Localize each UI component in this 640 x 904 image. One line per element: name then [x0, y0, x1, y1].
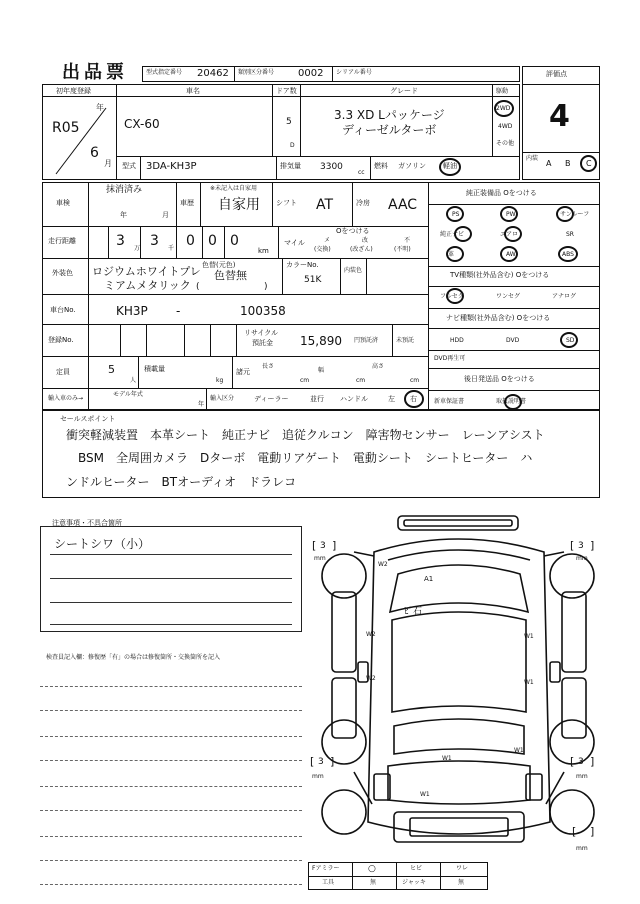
footer-tool-val: 無 — [370, 879, 377, 886]
color-change-label: 色替(元色) — [202, 261, 236, 269]
equip-sunroof: サンルーフ — [560, 211, 590, 218]
fuel-label: 燃料 — [374, 162, 388, 170]
inspect-value: 抹消済み — [106, 185, 143, 195]
footer-jack: ジャッキ — [402, 879, 426, 886]
equip-aw: AW — [506, 251, 516, 258]
shift-label: シフト — [276, 199, 297, 207]
shift-value: AT — [316, 197, 334, 213]
chassis-prefix: KH3P — [116, 304, 148, 318]
usage-label: 車歴 — [180, 199, 194, 207]
dims-hei: 高さ — [372, 363, 385, 370]
fuel-gas: ガソリン — [398, 162, 426, 170]
diag-chip: ﾋﾞ石 — [404, 607, 423, 617]
navi-sd: SD — [566, 337, 575, 344]
mileage-unit: km — [258, 247, 269, 255]
mileage-m1: メ — [324, 237, 331, 244]
dims-wid: 幅 — [318, 367, 325, 374]
navi-dvd: DVD — [506, 337, 520, 344]
import-dealer: ディーラー — [254, 395, 289, 403]
drive-other: その他 — [496, 140, 515, 147]
import-year: 年 — [198, 401, 205, 408]
dims-hei-cm: cm — [410, 377, 420, 384]
diag-w1-c: W1 — [514, 747, 524, 754]
mileage-mark-label: Oをつける — [336, 227, 370, 235]
mileage-m1b: (交換) — [314, 246, 331, 253]
sales-line1: 衝突軽減装置 本革シート 純正ナビ 追従クルコン 障害物センサー レーンアシスト — [66, 428, 545, 442]
score-value: 4 — [549, 99, 570, 134]
equip-ps-circle — [446, 206, 464, 222]
tire-rl-mm: mm — [312, 773, 324, 780]
navi-dvd-play: DVD再生可 — [434, 355, 466, 362]
sheet-title: 出品票 — [62, 62, 128, 83]
after-manual: 取扱説明書 — [496, 398, 527, 405]
ac-value: AAC — [388, 197, 418, 213]
diag-w2-a: W2 — [378, 561, 388, 568]
tire-spare-close: ] — [590, 825, 595, 838]
equip-aero-circle — [504, 226, 522, 242]
drive-4wd: 4WD — [498, 123, 513, 130]
mileage-d2: 3 — [150, 233, 159, 249]
capacity-unit: 人 — [130, 377, 137, 384]
form-no: 20462 — [197, 68, 229, 79]
doors-value: 5 — [286, 117, 292, 127]
import-class-label: 輸入区分 — [210, 395, 235, 402]
tire-fr-close: ] — [590, 539, 595, 552]
form-no-label: 型式指定番号 — [146, 69, 183, 76]
doors-label: ドア数 — [276, 87, 297, 95]
mileage-label: 走行距離 — [48, 237, 76, 245]
tv-fullseg-circle — [446, 288, 464, 304]
interior-b: B — [565, 159, 571, 168]
chassis-label: 車台No. — [50, 306, 76, 314]
recycle-label1: リサイクル — [244, 329, 279, 337]
drive-2wd-circle — [494, 100, 514, 117]
import-right-circle — [404, 390, 424, 408]
disp-unit: cc — [358, 169, 365, 176]
usage-value: 自家用 — [218, 197, 260, 213]
diag-a1: A1 — [424, 575, 434, 583]
mileage-u1: 万 — [134, 245, 141, 252]
interior-a: A — [546, 159, 552, 168]
color-change-value: 色替無 — [214, 269, 247, 282]
color-paren-close: ) — [264, 282, 268, 292]
notes-line1: シートシワ（小） — [54, 537, 151, 551]
load-kg: kg — [216, 377, 224, 384]
tire-rr-mm: mm — [576, 773, 588, 780]
import-left: 左 — [388, 395, 395, 403]
tv-analog: アナログ — [552, 293, 577, 300]
tire-rl-open: [ — [310, 755, 315, 768]
dims-wid-cm: cm — [356, 377, 366, 384]
grade-line1: 3.3 XD Lパッケージ — [334, 108, 445, 122]
reg-era: R05 — [52, 120, 80, 136]
tire-rr-close: ] — [590, 755, 595, 768]
equip-abs-circle — [558, 246, 578, 262]
color-code-label: カラーNo. — [286, 261, 319, 269]
color-line1: ロジウムホワイトプレ — [92, 265, 201, 278]
reg-month-suffix: 月 — [104, 159, 112, 168]
class-no-label: 類別区分番号 — [238, 69, 275, 76]
reg-month: 6 — [90, 145, 99, 161]
car-diagram — [314, 512, 604, 862]
color-paren-open: ( — [196, 282, 200, 292]
sales-line2: BSM 全周囲カメラ Dターボ 電動リアゲート 電動シート シートヒーター ハ — [78, 451, 533, 465]
tv-title: TV種類(社外品含む) Oをつける — [450, 271, 550, 279]
equip-abs: ABS — [562, 251, 574, 258]
equip-sunroof-circle — [556, 206, 574, 222]
dims-len-cm: cm — [300, 377, 310, 384]
interior-c-circle — [580, 155, 597, 172]
dims-len: 長さ — [262, 363, 275, 370]
equipment-title: 純正装備品 Oをつける — [466, 189, 537, 197]
recycle-unit: 円預託済 — [354, 337, 379, 344]
mileage-m2: 改 — [362, 237, 369, 244]
usage-note: ※未記入は自家用 — [210, 185, 258, 192]
fuel-diesel-circle — [439, 158, 461, 176]
serial-label: シリアル番号 — [336, 69, 372, 76]
after-title: 後日発送品 Oをつける — [464, 375, 535, 383]
diag-w2-b: W2 — [366, 631, 376, 638]
navi-title: ナビ種類(社外品含む) Oをつける — [446, 314, 551, 322]
car-name-label: 車名 — [186, 87, 200, 95]
after-warranty: 新車保証書 — [434, 398, 465, 405]
equip-pure-navi: 純正ナビ — [440, 231, 465, 238]
grade-line2: ディーゼルターボ — [342, 123, 437, 137]
first-reg-label: 初年度登録 — [56, 87, 91, 95]
import-label: 輸入車のみ→ — [48, 395, 84, 402]
mileage-d3: 0 — [186, 233, 195, 249]
after-manual-circle — [504, 394, 522, 410]
doors-suffix: D — [290, 142, 295, 149]
navi-sd-circle — [560, 332, 578, 348]
dims-label: 諸元 — [236, 368, 250, 376]
ac-label: 冷房 — [356, 199, 370, 207]
import-parallel: 並行 — [310, 395, 324, 403]
inspect-month: 月 — [162, 211, 169, 219]
mileage-m3b: (不明) — [394, 246, 411, 253]
chassis-dash: - — [176, 304, 181, 318]
chassis-number: 100358 — [240, 304, 286, 318]
equip-aero: エアロ — [500, 231, 519, 238]
equip-leather-circle — [446, 246, 464, 262]
sales-line3: ンドルヒーター BTオーディオ ドラレコ — [66, 475, 297, 489]
equip-sr: SR — [566, 231, 574, 238]
footer-crack: ワレ — [456, 865, 469, 872]
registration-label: 登録No. — [48, 336, 74, 344]
footer-mirror: Fアミラー — [312, 865, 340, 872]
diag-w1-e: W1 — [420, 791, 430, 798]
tv-fullseg: フルセグ — [440, 293, 464, 300]
mileage-d4: 0 — [208, 233, 217, 249]
mileage-u2: 千 — [168, 245, 175, 252]
tire-spare-mm: mm — [576, 845, 588, 852]
equip-ps: PS — [452, 211, 460, 218]
disp-value: 3300 — [320, 162, 343, 172]
recycle-amount: 15,890 — [300, 334, 342, 348]
diag-w1-a: W1 — [524, 633, 534, 640]
recycle-status: 未預託 — [396, 337, 415, 344]
tire-rl-close: ] — [330, 755, 335, 768]
notes-label: 注意事項・不具合箇所 — [52, 519, 122, 527]
drive-2wd: 2WD — [496, 105, 511, 112]
equip-leather: 革 — [448, 251, 455, 258]
inspect-year: 年 — [120, 211, 127, 219]
equip-pw: PW — [506, 211, 516, 218]
disp-label: 排気量 — [280, 162, 301, 170]
int-color-label: 内装色 — [344, 267, 363, 274]
score-label: 評価点 — [546, 70, 567, 78]
capacity-label: 定員 — [56, 368, 70, 376]
tire-fl-open: [ — [312, 539, 317, 552]
car-name: CX-60 — [124, 117, 160, 131]
reg-slash — [42, 96, 116, 180]
load-label: 積載量 — [144, 365, 165, 373]
tire-fr-mm: mm — [576, 555, 588, 562]
interior-label: 内装 — [526, 155, 539, 162]
footer-mirror-val: ○ — [368, 864, 376, 874]
color-code: 51K — [304, 275, 322, 285]
tire-fr-open: [ — [570, 539, 575, 552]
grade-label: グレード — [390, 87, 418, 95]
mileage-m2b: (改ざん) — [350, 246, 373, 253]
fuel-diesel: 軽油 — [443, 162, 457, 170]
tire-fl-close: ] — [332, 539, 337, 552]
class-no: 0002 — [298, 68, 324, 79]
diag-w2-c: W2 — [366, 675, 376, 682]
tire-fl-mm: mm — [314, 555, 326, 562]
mileage-m3: 不 — [404, 237, 411, 244]
mileage-d1: 3 — [116, 233, 125, 249]
diag-w1-d: W1 — [442, 755, 452, 762]
tire-rr-val: 3 — [578, 757, 584, 767]
recycle-label2: 預託金 — [252, 339, 273, 347]
drive-label: 駆動 — [496, 88, 509, 95]
tire-spare-open: [ — [572, 825, 577, 838]
equip-pw-circle — [500, 206, 518, 222]
reg-year-suffix: 年 — [96, 103, 104, 112]
color-label: 外装色 — [52, 269, 73, 277]
mileage-d5: 0 — [230, 233, 239, 249]
inspect-label: 車検 — [56, 199, 70, 207]
inspector-label: 検査員記入欄：修復歴「有」の場合は修復箇所・交換箇所を記入 — [46, 654, 221, 661]
tire-rl-val: 3 — [318, 757, 324, 767]
tire-rr-open: [ — [570, 755, 575, 768]
model-label: 型式 — [122, 162, 136, 170]
equip-pure-navi-circle — [454, 226, 472, 242]
tire-fr-val: 3 — [578, 541, 584, 551]
diag-w1-b: W1 — [524, 679, 534, 686]
mileage-mile: マイル — [284, 239, 305, 247]
navi-hdd: HDD — [450, 337, 464, 344]
color-line2: ミアムメタリック — [104, 279, 191, 292]
capacity-value: 5 — [108, 363, 115, 376]
model-value: 3DA-KH3P — [146, 161, 197, 172]
footer-dent: ヒビ — [410, 865, 423, 872]
sales-label: セールスポイント — [60, 415, 116, 423]
equip-aw-circle — [500, 246, 518, 262]
tire-fl-val: 3 — [320, 541, 326, 551]
tv-oneseg: ワンセグ — [496, 293, 521, 300]
interior-c: C — [586, 159, 592, 168]
footer-tool: 工具 — [322, 879, 335, 886]
import-right: 右 — [410, 395, 417, 403]
footer-jack-val: 無 — [458, 879, 465, 886]
import-model-year: モデル年式 — [113, 391, 143, 398]
import-handle: ハンドル — [340, 395, 368, 403]
